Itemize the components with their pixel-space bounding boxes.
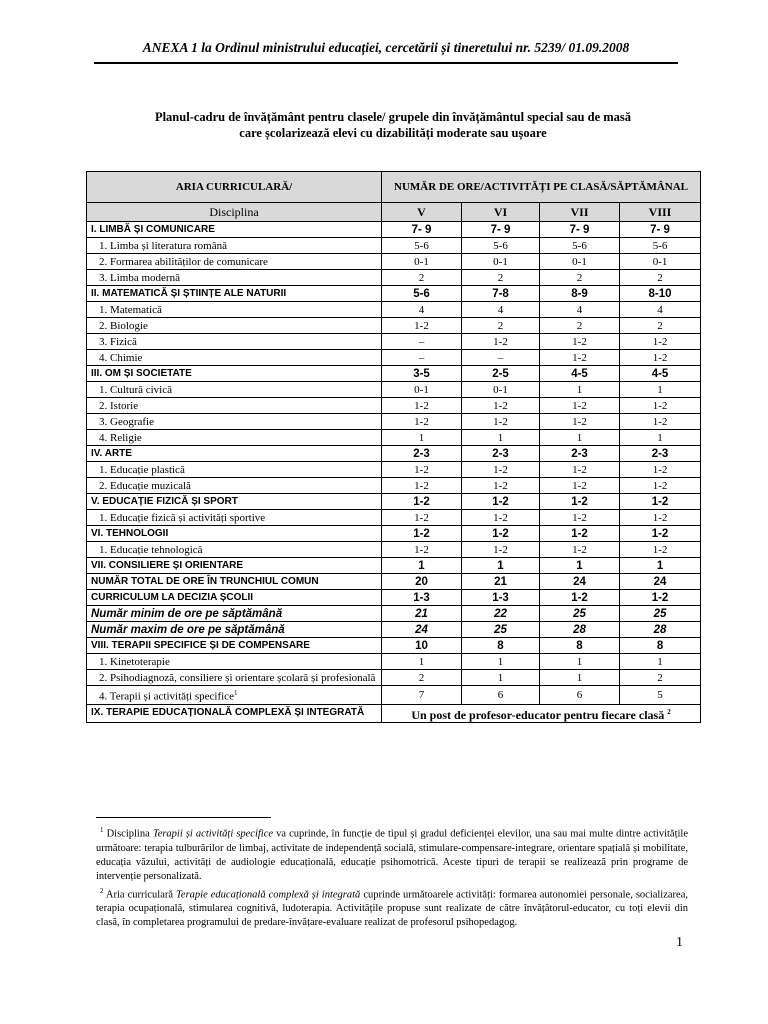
- hours-cell: 1-2: [620, 478, 701, 494]
- hours-cell: –: [382, 334, 462, 350]
- footnote-1-text-b: va cuprinde, în funcție de tipul și gradul deficienței elevilor, una sau mai multe dintre activitățile următoare: terapia tulburărilor de limbaj, activitate de independență socială, stimulare-compensare-integrare, orientare spațială și mobilitate, educația văzului, activități de audiologie educațională, educație psihomotrică. Aceste tipuri de terapii se realizează prin programe de intervenție personalizată.: [96, 828, 688, 882]
- hours-cell: 1-2: [620, 494, 701, 510]
- document-title: [86, 109, 700, 141]
- area-row: [87, 574, 701, 590]
- hours-cell: 2: [462, 318, 540, 334]
- row-label: [87, 430, 382, 446]
- header-class-vii: VII: [540, 203, 620, 222]
- hours-cell: 0-1: [462, 382, 540, 398]
- hours-cell: 1: [540, 670, 620, 686]
- merged-hours-text: Un post de profesor-educator pentru fiecare clasă: [411, 707, 665, 722]
- hours-cell: 3-5: [382, 366, 462, 382]
- hours-cell: 2-3: [462, 446, 540, 462]
- hours-cell: 10: [382, 638, 462, 654]
- hours-cell: 1-2: [540, 350, 620, 366]
- hours-summary-row: [87, 606, 701, 622]
- row-label-text: II. MATEMATICĂ ȘI ȘTIINȚE ALE NATURII: [91, 287, 287, 299]
- header-class-vi: VI: [462, 203, 540, 222]
- hours-cell: 25: [462, 622, 540, 638]
- row-label: [87, 382, 382, 398]
- discipline-row: [87, 654, 701, 670]
- row-label: [87, 510, 382, 526]
- hours-cell: 1-2: [462, 510, 540, 526]
- hours-cell: 2: [382, 270, 462, 286]
- row-label: [87, 462, 382, 478]
- hours-cell: 1: [540, 430, 620, 446]
- hours-cell: 1-2: [382, 478, 462, 494]
- row-label-text: V. EDUCAȚIE FIZICĂ ȘI SPORT: [91, 495, 238, 507]
- row-label: [87, 318, 382, 334]
- document-header: ANEXA 1 la Ordinul ministrului educației, cercetării și tineretului nr. 5239/ 01.09.2008: [94, 40, 678, 64]
- hours-cell: 28: [620, 622, 701, 638]
- footnotes: [96, 823, 688, 930]
- hours-cell: 1-3: [462, 590, 540, 606]
- row-label: [87, 622, 382, 638]
- footnote-1: [96, 823, 688, 884]
- hours-cell: –: [462, 350, 540, 366]
- area-row: [87, 526, 701, 542]
- hours-cell: 1: [462, 670, 540, 686]
- table-header-row-2: [87, 203, 701, 222]
- hours-cell: 24: [382, 622, 462, 638]
- footnote-2-text-b: cuprinde următoarele activități: formarea autonomiei personale, socializarea, terapia ocupațională, stimularea cognitivă, ludoterapia. Activitățile propuse sunt realizate de către învățătorul-educator, cu toți elevii din clasă, în completarea programului de predare-învățare-evaluare realizat de profesorul psihopedagog.: [96, 889, 688, 928]
- hours-cell: 4-5: [620, 366, 701, 382]
- hours-cell: 1-2: [620, 398, 701, 414]
- hours-cell: 1: [620, 430, 701, 446]
- hours-cell: 1-2: [540, 526, 620, 542]
- row-label-text: III. OM ȘI SOCIETATE: [91, 367, 192, 379]
- hours-cell: 4-5: [540, 366, 620, 382]
- hours-cell: 1: [540, 654, 620, 670]
- hours-cell: 8: [462, 638, 540, 654]
- hours-cell: 24: [540, 574, 620, 590]
- hours-cell: 0-1: [540, 254, 620, 270]
- discipline-row: [87, 350, 701, 366]
- hours-cell: 1: [382, 430, 462, 446]
- merged-hours-cell: [382, 704, 701, 722]
- hours-cell: 1-2: [540, 510, 620, 526]
- hours-cell: 1-2: [462, 334, 540, 350]
- discipline-row: [87, 270, 701, 286]
- row-label: [87, 654, 382, 670]
- row-label: [87, 446, 382, 462]
- discipline-row: [87, 302, 701, 318]
- footnote-ref: 1: [233, 689, 238, 697]
- hours-cell: 2-3: [620, 446, 701, 462]
- hours-cell: 8-10: [620, 286, 701, 302]
- area-row: [87, 286, 701, 302]
- area-row: [87, 558, 701, 574]
- hours-cell: 1-2: [540, 494, 620, 510]
- hours-cell: 4: [382, 302, 462, 318]
- footnote-1-mark: 1: [100, 826, 104, 834]
- row-label-text: CURRICULUM LA DECIZIA ȘCOLII: [91, 591, 254, 603]
- row-label: [87, 494, 382, 510]
- row-label-text: 1. Educație tehnologică: [99, 543, 203, 556]
- hours-cell: 7-8: [462, 286, 540, 302]
- hours-cell: 5-6: [540, 238, 620, 254]
- hours-summary-row: [87, 622, 701, 638]
- row-label: [87, 414, 382, 430]
- hours-cell: 1: [540, 558, 620, 574]
- row-label: [87, 638, 382, 654]
- row-label-text: I. LIMBĂ ȘI COMUNICARE: [91, 223, 215, 235]
- row-label-text: 2. Educație muzicală: [99, 479, 191, 492]
- hours-cell: 2: [620, 670, 701, 686]
- row-label-text: 1. Limba și literatura română: [99, 239, 227, 252]
- discipline-row: [87, 398, 701, 414]
- hours-cell: 1-2: [540, 590, 620, 606]
- hours-cell: 2: [620, 318, 701, 334]
- hours-cell: 2: [382, 670, 462, 686]
- footnote-separator: [96, 817, 271, 818]
- hours-cell: 1: [540, 382, 620, 398]
- hours-cell: 1-2: [620, 334, 701, 350]
- hours-cell: 0-1: [382, 254, 462, 270]
- footnote-2: [96, 884, 688, 931]
- discipline-row: [87, 318, 701, 334]
- row-label-text: 2. Biologie: [99, 319, 148, 332]
- row-label: [87, 526, 382, 542]
- hours-cell: 1-2: [382, 462, 462, 478]
- row-label: IX. TERAPIE EDUCAȚIONALĂ COMPLEXĂ ȘI INTEGRATĂ: [87, 704, 382, 722]
- row-label-text: 3. Limba modernă: [99, 271, 180, 284]
- hours-cell: 2: [540, 270, 620, 286]
- header-class-v: V: [382, 203, 462, 222]
- discipline-row: [87, 510, 701, 526]
- hours-cell: 1-2: [620, 542, 701, 558]
- hours-cell: 1-2: [462, 542, 540, 558]
- hours-cell: 1-2: [540, 398, 620, 414]
- row-label: [87, 606, 382, 622]
- area-row: [87, 222, 701, 238]
- header-area: ARIA CURRICULARĂ/: [87, 172, 382, 203]
- discipline-row: [87, 686, 701, 705]
- hours-cell: 1: [620, 558, 701, 574]
- discipline-row: [87, 542, 701, 558]
- discipline-row: [87, 478, 701, 494]
- hours-cell: 0-1: [620, 254, 701, 270]
- hours-cell: 1-2: [540, 478, 620, 494]
- hours-cell: 7- 9: [620, 222, 701, 238]
- row-label-text: NUMĂR TOTAL DE ORE ÎN TRUNCHIUL COMUN: [91, 575, 319, 587]
- title-line-2: care școlarizează elevi cu dizabilități moderate sau ușoare: [239, 126, 547, 140]
- hours-cell: 1-2: [462, 494, 540, 510]
- hours-cell: 1-2: [462, 526, 540, 542]
- title-line-1: Planul-cadru de învățământ pentru clasele/ grupele din învățământul special sau de masă: [154, 110, 632, 124]
- footnote-2-emphasis: Terapie educațională complexă și integrată: [176, 889, 361, 900]
- row-label-text: IV. ARTE: [91, 447, 132, 459]
- row-label-text: 2. Istorie: [99, 399, 139, 412]
- area-row: [87, 590, 701, 606]
- hours-cell: 5: [620, 686, 701, 705]
- hours-cell: 1-2: [540, 462, 620, 478]
- hours-cell: 21: [382, 606, 462, 622]
- row-label: [87, 670, 382, 686]
- hours-cell: 1: [620, 654, 701, 670]
- area-row: [87, 446, 701, 462]
- hours-cell: 1-2: [620, 350, 701, 366]
- hours-cell: 1-3: [382, 590, 462, 606]
- row-label: [87, 398, 382, 414]
- hours-cell: 2-3: [540, 446, 620, 462]
- row-label-text: 1. Educație plastică: [99, 463, 185, 476]
- discipline-row: [87, 462, 701, 478]
- curriculum-table: [86, 171, 701, 723]
- footnote-2-mark: 2: [100, 886, 104, 895]
- area-row: [87, 638, 701, 654]
- row-label-text: 2. Psihodiagnoză, consiliere și orientare școlară și profesională: [99, 671, 376, 684]
- row-label-text: 2. Formarea abilităților de comunicare: [99, 255, 268, 268]
- header-class-viii: VIII: [620, 203, 701, 222]
- row-label: [87, 222, 382, 238]
- row-label: [87, 302, 382, 318]
- header-hours: NUMĂR DE ORE/ACTIVITĂȚI PE CLASĂ/SĂPTĂMÂNAL: [382, 172, 701, 203]
- page-number: 1: [676, 935, 683, 950]
- row-label-text: 1. Educație fizică și activități sportive: [99, 511, 266, 524]
- hours-cell: 1: [462, 430, 540, 446]
- row-label: [87, 350, 382, 366]
- row-label: [87, 366, 382, 382]
- hours-cell: 1-2: [620, 510, 701, 526]
- row-label-text: 1. Matematică: [99, 303, 162, 316]
- hours-cell: 1-2: [540, 542, 620, 558]
- hours-cell: 5-6: [382, 238, 462, 254]
- row-label-text: Număr minim de ore pe săptămână: [91, 607, 283, 620]
- hours-cell: 2: [540, 318, 620, 334]
- hours-cell: 1: [462, 558, 540, 574]
- hours-cell: 7- 9: [382, 222, 462, 238]
- hours-cell: 1-2: [540, 414, 620, 430]
- row-label-text: 1. Kinetoterapie: [99, 655, 170, 668]
- hours-cell: 4: [540, 302, 620, 318]
- hours-cell: 1-2: [462, 462, 540, 478]
- area-row-ix: [87, 704, 701, 722]
- hours-cell: 8-9: [540, 286, 620, 302]
- discipline-row: [87, 670, 701, 686]
- row-label-text: VII. CONSILIERE ȘI ORIENTARE: [91, 559, 244, 571]
- hours-cell: 1-2: [382, 414, 462, 430]
- row-label: [87, 238, 382, 254]
- hours-cell: 1-2: [382, 510, 462, 526]
- hours-cell: 8: [620, 638, 701, 654]
- row-label-text: 4. Chimie: [99, 351, 143, 364]
- hours-cell: 2: [620, 270, 701, 286]
- row-label-text: Număr maxim de ore pe săptămână: [91, 623, 285, 636]
- hours-cell: 24: [620, 574, 701, 590]
- hours-cell: 1-2: [462, 398, 540, 414]
- discipline-row: [87, 382, 701, 398]
- hours-cell: 1-2: [382, 398, 462, 414]
- hours-cell: 7- 9: [462, 222, 540, 238]
- hours-cell: 28: [540, 622, 620, 638]
- hours-cell: 25: [540, 606, 620, 622]
- row-label-text: VI. TEHNOLOGII: [91, 527, 169, 539]
- hours-cell: 21: [462, 574, 540, 590]
- hours-cell: 1-2: [382, 494, 462, 510]
- table-header-row-1: [87, 172, 701, 203]
- hours-cell: 5-6: [462, 238, 540, 254]
- row-label: [87, 574, 382, 590]
- hours-cell: 7- 9: [540, 222, 620, 238]
- discipline-row: [87, 238, 701, 254]
- row-label: [87, 286, 382, 302]
- hours-cell: 1: [462, 654, 540, 670]
- hours-cell: 1-2: [462, 478, 540, 494]
- hours-cell: 1-2: [540, 334, 620, 350]
- row-label: [87, 686, 382, 705]
- hours-cell: 4: [462, 302, 540, 318]
- hours-cell: 5-6: [620, 238, 701, 254]
- area-row: [87, 494, 701, 510]
- row-label-text: VIII. TERAPII SPECIFICE ȘI DE COMPENSARE: [91, 639, 310, 651]
- hours-cell: 7: [382, 686, 462, 705]
- hours-cell: 4: [620, 302, 701, 318]
- footnote-1-emphasis: Terapii și activități specifice: [152, 828, 274, 840]
- row-label: [87, 254, 382, 270]
- hours-cell: 1-2: [462, 414, 540, 430]
- discipline-row: [87, 334, 701, 350]
- hours-cell: 0-1: [462, 254, 540, 270]
- row-label-text: 4. Religie: [99, 431, 142, 444]
- hours-cell: 1-2: [620, 462, 701, 478]
- hours-cell: –: [382, 350, 462, 366]
- hours-cell: 6: [540, 686, 620, 705]
- hours-cell: 1-2: [620, 414, 701, 430]
- hours-cell: 5-6: [382, 286, 462, 302]
- hours-cell: 25: [620, 606, 701, 622]
- hours-cell: 8: [540, 638, 620, 654]
- hours-cell: 1-2: [620, 526, 701, 542]
- row-label: [87, 542, 382, 558]
- hours-cell: 1-2: [382, 318, 462, 334]
- row-label: [87, 334, 382, 350]
- hours-cell: 20: [382, 574, 462, 590]
- discipline-row: [87, 414, 701, 430]
- row-label-text: 3. Fizică: [99, 335, 137, 348]
- row-label-text: 3. Geografie: [99, 415, 154, 428]
- discipline-row: [87, 254, 701, 270]
- footnote-1-text-a: Disciplina: [103, 828, 153, 840]
- hours-cell: 1: [382, 654, 462, 670]
- hours-cell: 2-3: [382, 446, 462, 462]
- hours-cell: 6: [462, 686, 540, 705]
- hours-cell: 22: [462, 606, 540, 622]
- hours-cell: 2-5: [462, 366, 540, 382]
- header-discipline: Disciplina: [87, 203, 382, 222]
- discipline-row: [87, 430, 701, 446]
- row-label: [87, 270, 382, 286]
- hours-cell: 2: [462, 270, 540, 286]
- area-row: [87, 366, 701, 382]
- hours-cell: 0-1: [382, 382, 462, 398]
- row-label: [87, 478, 382, 494]
- hours-cell: 1: [382, 558, 462, 574]
- footnote-2-text-a: Aria curriculară: [103, 889, 177, 900]
- hours-cell: 1-2: [620, 590, 701, 606]
- row-label: [87, 558, 382, 574]
- hours-cell: 1-2: [382, 526, 462, 542]
- footnote-ref: 2: [667, 707, 671, 716]
- hours-cell: 1: [620, 382, 701, 398]
- row-label: [87, 590, 382, 606]
- row-label-text: 1. Cultură civică: [99, 383, 173, 396]
- hours-cell: 1-2: [382, 542, 462, 558]
- row-label-text: 4. Terapii și activități specifice: [99, 690, 234, 703]
